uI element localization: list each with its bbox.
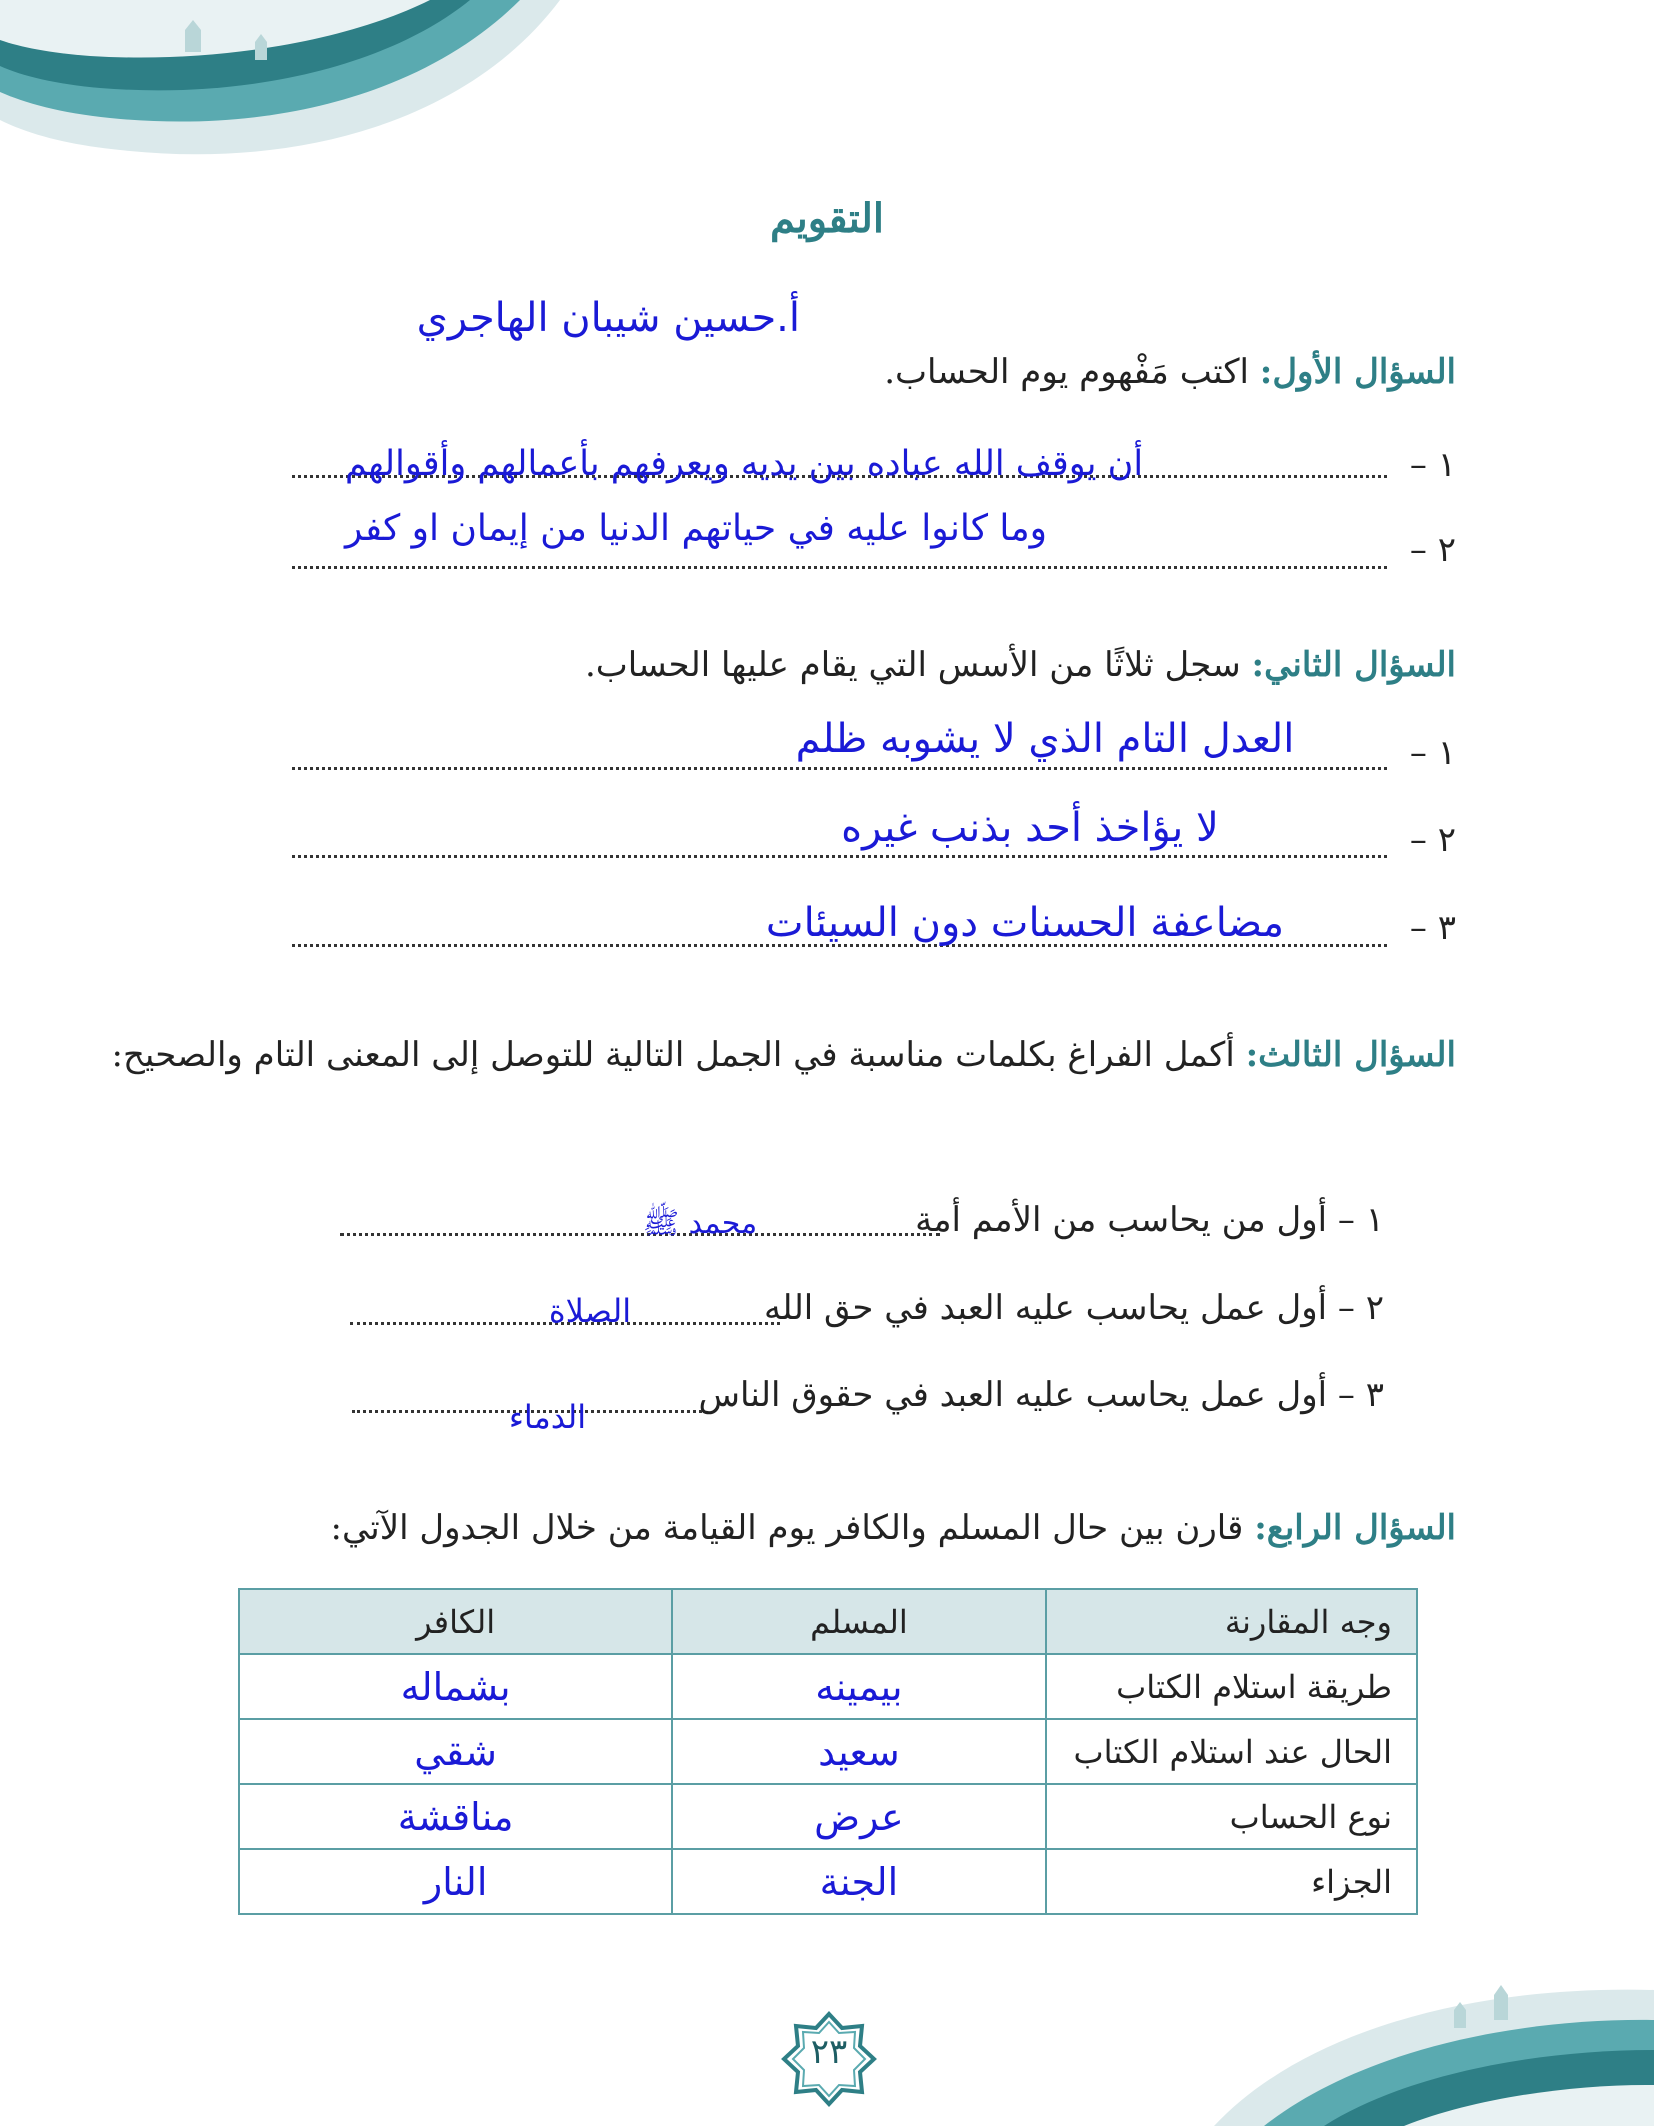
q2-answer-1: العدل التام الذي لا يشوبه ظلم: [795, 716, 1295, 762]
page-title: التقويم: [769, 195, 885, 242]
table-row: [239, 1784, 1417, 1849]
q1-line-2-number: ٢ –: [1409, 530, 1456, 570]
q2-answer-line-2: [292, 855, 1387, 858]
q1-line-1-number: ١ –: [1409, 445, 1456, 485]
header-kafir: الكافر: [239, 1589, 672, 1654]
question-3: [106, 1020, 1456, 1090]
q3-item-3-text: ٣ – أول عمل يحاسب عليه العبد في حقوق الناس: [698, 1375, 1384, 1415]
comparison-table: [238, 1588, 1418, 1915]
q1-answer-line-2-text: وما كانوا عليه في حياتهم الدنيا من إيمان او كفر: [345, 508, 1048, 549]
q2-item-3-number: ٣ –: [1409, 908, 1456, 948]
page-number: ٢٣: [810, 2032, 848, 2072]
row-kafir-answer: مناقشة: [239, 1784, 672, 1849]
question-4-label: السؤال الرابع:: [1254, 1508, 1456, 1548]
q2-item-1-number: ١ –: [1409, 733, 1456, 773]
q3-item-2-text: ٢ – أول عمل يحاسب عليه العبد في حق الله: [763, 1288, 1384, 1328]
page-number-badge: [780, 2010, 878, 2108]
row-muslim-answer: عرض: [672, 1784, 1045, 1849]
question-1-label: السؤال الأول:: [1259, 352, 1456, 392]
row-aspect: الجزاء: [1046, 1849, 1417, 1914]
table-header-row: [239, 1589, 1417, 1654]
row-kafir-answer: النار: [239, 1849, 672, 1914]
q1-answer-line-1-text: أن يوقف الله عباده بين يديه ويعرفهم بأعمالهم وأقوالهم: [345, 444, 1144, 484]
row-kafir-answer: شقي: [239, 1719, 672, 1784]
row-kafir-answer: بشماله: [239, 1654, 672, 1719]
question-4: [331, 1508, 1457, 1548]
q3-answer-2: الصلاة: [548, 1292, 632, 1330]
row-muslim-answer: بيمينه: [672, 1654, 1045, 1719]
q1-answer-line-2: [292, 566, 1387, 569]
header-muslim: المسلم: [672, 1589, 1045, 1654]
question-4-text: قارن بين حال المسلم والكافر يوم القيامة من خلال الجدول الآتي:: [330, 1508, 1244, 1548]
author-name: أ.حسين شيبان الهاجري: [416, 295, 800, 341]
table-row: [239, 1849, 1417, 1914]
question-1: [884, 352, 1456, 392]
table-row: [239, 1719, 1417, 1784]
question-2: [585, 645, 1456, 685]
q3-item-1-text: ١ – أول من يحاسب من الأمم أمة: [915, 1200, 1384, 1240]
question-1-text: اكتب مَفْهوم يوم الحساب.: [884, 352, 1249, 392]
table-row: [239, 1654, 1417, 1719]
q2-answer-3: مضاعفة الحسنات دون السيئات: [765, 900, 1285, 946]
question-2-label: السؤال الثاني:: [1251, 645, 1456, 685]
row-aspect: طريقة استلام الكتاب: [1046, 1654, 1417, 1719]
bottom-decoration: [1154, 1950, 1654, 2126]
row-aspect: الحال عند استلام الكتاب: [1046, 1719, 1417, 1784]
q3-answer-1: محمد ﷺ: [642, 1206, 758, 1241]
top-decoration: [0, 0, 560, 170]
row-muslim-answer: الجنة: [672, 1849, 1045, 1914]
q2-answer-2: لا يؤاخذ أحد بذنب غيره: [841, 805, 1219, 851]
header-aspect: وجه المقارنة: [1046, 1589, 1417, 1654]
question-2-text: سجل ثلاثًا من الأسس التي يقام عليها الحساب.: [584, 645, 1241, 685]
q3-answer-3: الدماء: [508, 1398, 587, 1436]
q2-answer-line-1: [292, 767, 1387, 770]
q2-item-2-number: ٢ –: [1409, 820, 1456, 860]
row-aspect: نوع الحساب: [1046, 1784, 1417, 1849]
question-3-text: أكمل الفراغ بكلمات مناسبة في الجمل التالية للتوصل إلى المعنى التام والصحيح:: [111, 1035, 1235, 1075]
question-3-label: السؤال الثالث:: [1245, 1035, 1456, 1075]
row-muslim-answer: سعيد: [672, 1719, 1045, 1784]
